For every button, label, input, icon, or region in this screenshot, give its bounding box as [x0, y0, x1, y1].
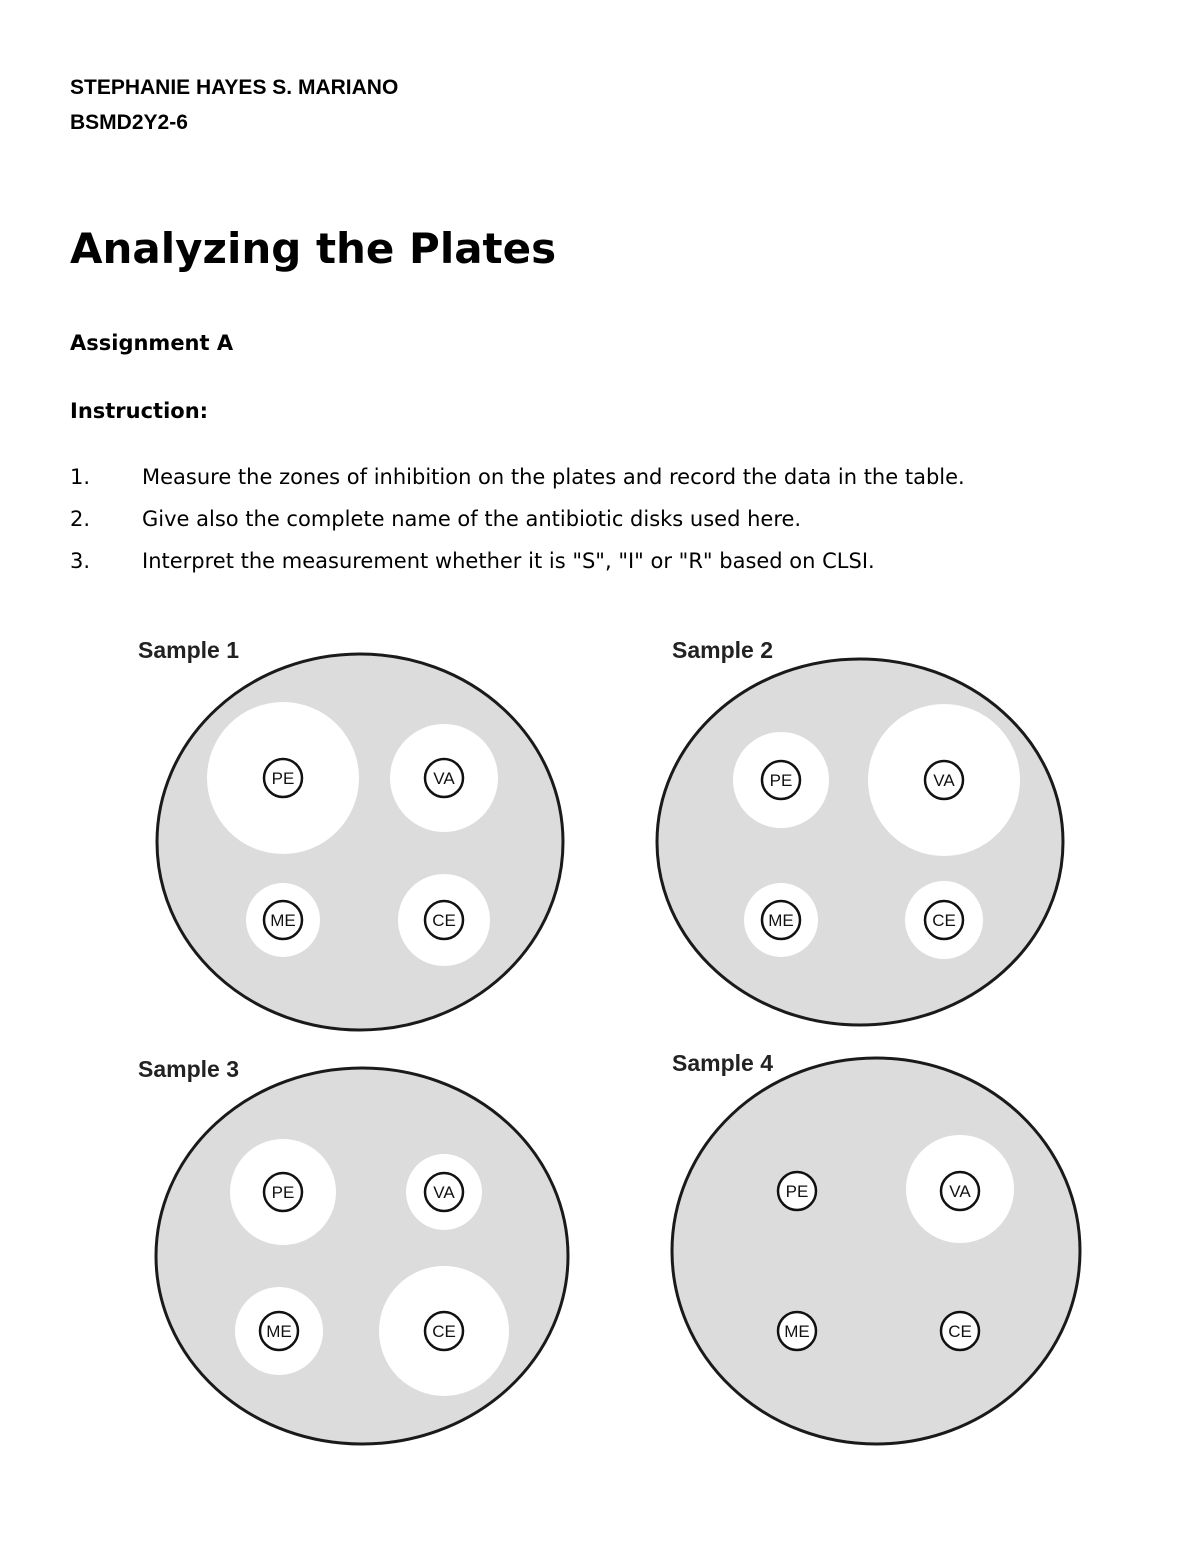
disk-label: ME [270, 911, 296, 930]
instruction-item [70, 549, 965, 591]
petri-plates-figure [0, 620, 1200, 1460]
disk-label: ME [768, 911, 794, 930]
author-name: STEPHANIE HAYES S. MARIANO [70, 76, 399, 99]
disk-label: CE [932, 911, 956, 930]
disk-label: VA [433, 769, 455, 788]
petri-dish [672, 1058, 1080, 1444]
sample-4-plate [672, 1050, 1080, 1444]
sample-3-label: Sample 3 [138, 1056, 239, 1082]
disk-label: ME [784, 1322, 810, 1341]
petri-dish [657, 659, 1063, 1025]
instruction-number: 3. [70, 549, 91, 573]
disk-label: PE [785, 1182, 809, 1201]
petri-dish [156, 1068, 568, 1444]
sample-2-label: Sample 2 [672, 637, 773, 663]
disk-label: VA [433, 1183, 455, 1202]
disk-label: ME [266, 1322, 292, 1341]
disk-label: PE [769, 771, 793, 790]
instruction-text: Measure the zones of inhibition on the plates and record the data in the table. [142, 465, 965, 489]
sample-4-label: Sample 4 [672, 1050, 773, 1076]
disk-label: PE [271, 769, 295, 788]
instruction-heading: Instruction: [70, 399, 209, 423]
sample-1-plate [138, 637, 563, 1030]
disk-label: CE [432, 911, 456, 930]
instruction-text: Interpret the measurement whether it is "S", "I" or "R" based on CLSI. [142, 549, 875, 573]
page-title: Analyzing the Plates [70, 224, 557, 273]
instruction-number: 2. [70, 507, 91, 531]
disk-label: VA [933, 771, 955, 790]
disk-label: CE [948, 1322, 972, 1341]
instruction-number: 1. [70, 465, 91, 489]
disk-label: PE [271, 1183, 295, 1202]
author-section: BSMD2Y2-6 [70, 111, 188, 134]
instruction-item [70, 465, 965, 507]
instruction-list [70, 465, 965, 591]
assignment-heading: Assignment A [70, 331, 234, 355]
petri-dish [157, 654, 563, 1030]
sample-1-label: Sample 1 [138, 637, 239, 663]
sample-3-plate [138, 1056, 568, 1444]
sample-2-plate [657, 637, 1063, 1025]
disk-label: VA [949, 1182, 971, 1201]
instruction-item [70, 507, 965, 549]
instruction-text: Give also the complete name of the antibiotic disks used here. [142, 507, 802, 531]
disk-label: CE [432, 1322, 456, 1341]
